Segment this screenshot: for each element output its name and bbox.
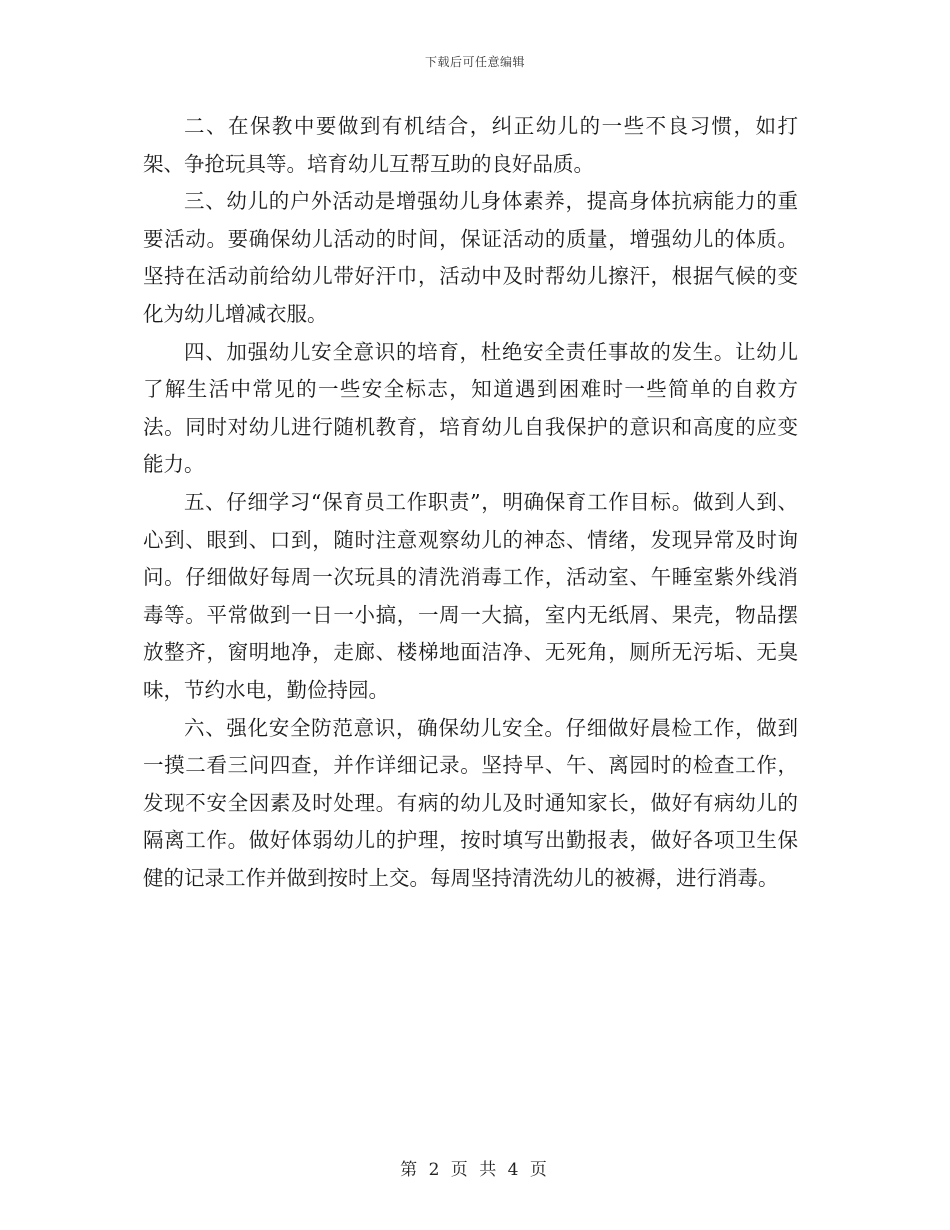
- page-header: 下载后可任意编辑: [424, 55, 525, 69]
- paragraph-2: 二、在保教中要做到有机结合，纠正幼儿的一些不良习惯，如打架、争抢玩具等。培育幼儿互帮互助的良好品质。: [143, 114, 798, 176]
- paragraph-6: 六、强化安全防范意识，确保幼儿安全。仔细做好晨检工作，做到一摸二看三问四查，并作详细记录。坚持早、午、离园时的检查工作，发现不安全因素及时处理。有病的幼儿及时通知家长，做好有病幼儿的隔离工作。做好体弱幼儿的护理，按时填写出勤报表，做好各项卫生保健的记录工作并做到按时上交。每周坚持清洗幼儿的被褥，进行消毒。: [143, 715, 798, 890]
- paragraph-3: 三、幼儿的户外活动是增强幼儿身体素养，提高身体抗病能力的重要活动。要确保幼儿活动的时间，保证活动的质量，增强幼儿的体质。坚持在活动前给幼儿带好汗巾，活动中及时帮幼儿擦汗，根据气候的变化为幼儿增减衣服。: [143, 189, 798, 326]
- page-number-footer: 第 2 页 共 4 页: [400, 1160, 550, 1180]
- document-body: [143, 108, 798, 897]
- paragraph-5: 五、仔细学习“保育员工作职责”，明确保育工作目标。做到人到、心到、眼到、口到，随时注意观察幼儿的神态、情绪，发现异常及时询问。仔细做好每周一次玩具的清洗消毒工作，活动室、午睡室紫外线消毒等。平常做到一日一小搞，一周一大搞，室内无纸屑、果壳，物品摆放整齐，窗明地净，走廊、楼梯地面洁净、无死角，厕所无污垢、无臭味，节约水电，勤俭持园。: [143, 489, 798, 702]
- paragraph-4: 四、加强幼儿安全意识的培育，杜绝安全责任事故的发生。让幼儿了解生活中常见的一些安全标志，知道遇到困难时一些简单的自救方法。同时对幼儿进行随机教育，培育幼儿自我保护的意识和高度的应变能力。: [143, 339, 798, 477]
